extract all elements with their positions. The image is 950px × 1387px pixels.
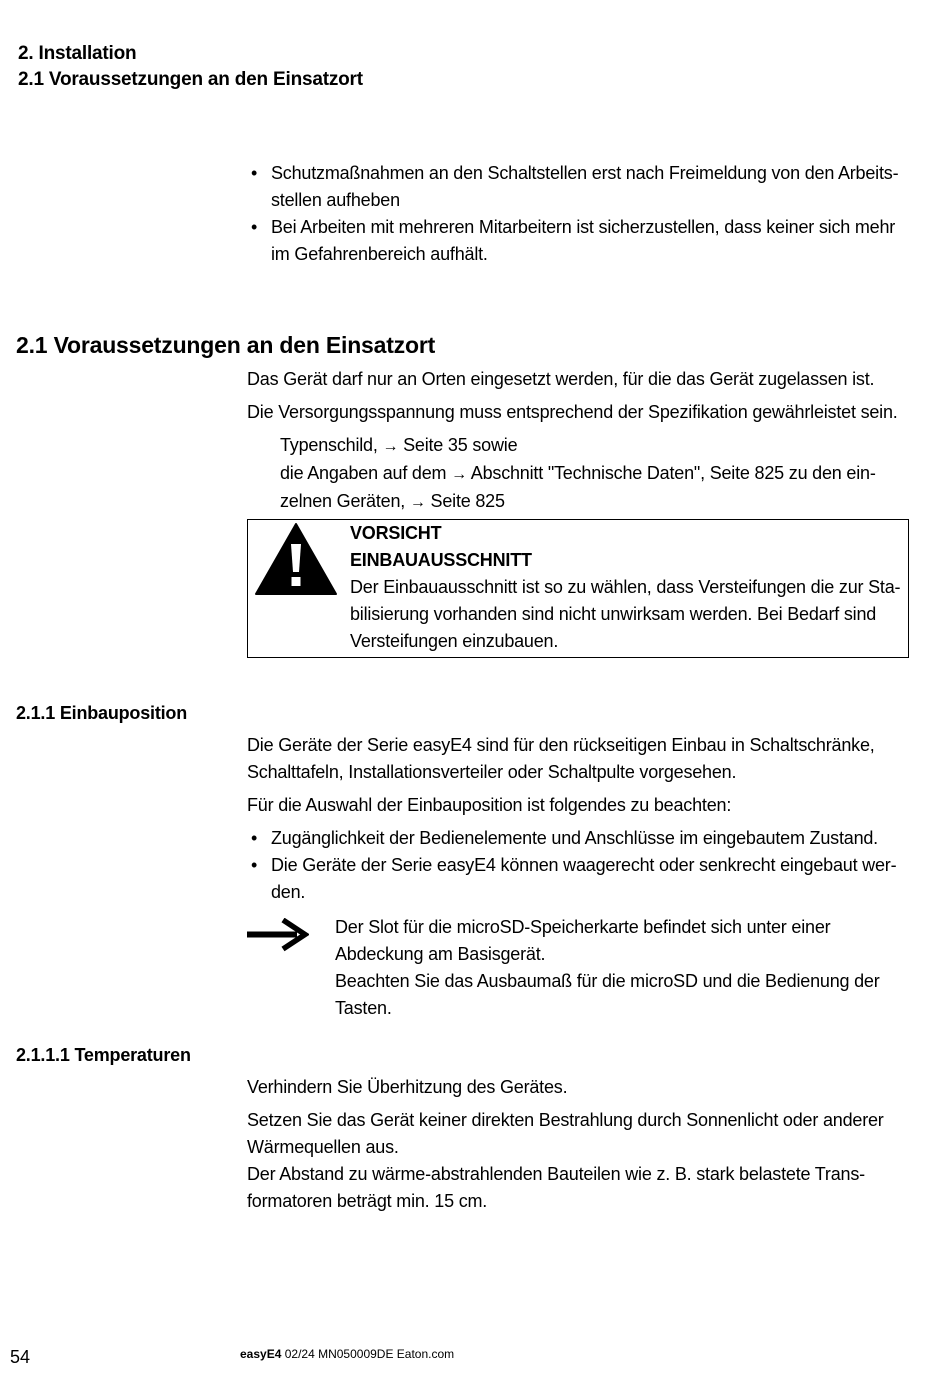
bullet-icon: • bbox=[251, 828, 258, 848]
arrow-right-icon: → bbox=[451, 466, 467, 483]
reference-line: die Angaben auf dem → Abschnitt "Technische Daten", Seite 825 zu den ein- bbox=[280, 463, 876, 483]
warning-text: Der Einbauausschnitt ist so zu wählen, dass Versteifungen die zur Sta- bilisierung vorhanden sind nicht unwirksam werden. Bei Bedarf sind Versteifungen einzubauen. bbox=[350, 577, 901, 651]
footer-info bbox=[240, 1347, 640, 1361]
note-text: Beachten Sie das Ausbaumaß für die microSD und die Bedienung der Tasten. bbox=[335, 971, 880, 1018]
footer-product: easyE4 bbox=[240, 1347, 282, 1361]
note-block bbox=[335, 914, 895, 1022]
reference-line: Typenschild, → Seite 35 sowie bbox=[280, 435, 518, 455]
warning-content bbox=[350, 520, 902, 655]
running-header bbox=[18, 41, 618, 93]
cross-reference-link[interactable]: Abschnitt "Technische Daten", Seite 825 bbox=[470, 463, 784, 483]
section-2-1-para1: Das Gerät darf nur an Orten eingesetzt werden, für die das Gerät zugelassen ist. bbox=[247, 369, 875, 389]
bullet-icon: • bbox=[251, 217, 258, 237]
warning-topic: EINBAUAUSSCHNITT bbox=[350, 550, 532, 570]
intro-bullet-list bbox=[247, 160, 912, 268]
section-title-2-1-1-1: 2.1.1.1 Temperaturen bbox=[16, 1045, 191, 1065]
section-title-2-1: 2.1 Voraussetzungen an den Einsatzort bbox=[16, 332, 436, 358]
bullet-icon: • bbox=[251, 163, 258, 183]
arrow-right-icon: → bbox=[382, 438, 399, 455]
einbau-bullet-list bbox=[247, 825, 912, 906]
list-item: • Bei Arbeiten mit mehreren Mitarbeitern ist sicherzustellen, dass keiner sich mehr im Gefahrenbereich aufhält. bbox=[247, 214, 912, 268]
section-2-1-1-para1: Die Geräte der Serie easyE4 sind für den rückseitigen Einbau in Schaltschränke, Schalttafeln, Installationsverteiler oder Schaltpulte vorgesehen. bbox=[247, 735, 875, 782]
footer-doc-info: 02/24 MN050009DE Eaton.com bbox=[284, 1347, 455, 1361]
cross-reference-link[interactable]: Seite 35 bbox=[403, 435, 468, 455]
warning-box bbox=[247, 519, 909, 658]
section-heading: 2.1 Voraussetzungen an den Einsatzort bbox=[18, 69, 363, 90]
warning-triangle-icon bbox=[254, 522, 338, 596]
list-item: • Zugänglichkeit der Bedienelemente und Anschlüsse im eingebautem Zustand. bbox=[247, 825, 912, 852]
note-text: Der Slot für die microSD-Speicherkarte befindet sich unter einer Abdeckung am Basisgerät. bbox=[335, 917, 831, 964]
section-2-1-1-para2: Für die Auswahl der Einbauposition ist folgendes zu beachten: bbox=[247, 795, 732, 815]
section-title-2-1-1: 2.1.1 Einbauposition bbox=[16, 703, 188, 723]
reference-block bbox=[280, 432, 920, 516]
warning-level: VORSICHT bbox=[350, 523, 442, 543]
list-item: • Die Geräte der Serie easyE4 können waagerecht oder senkrecht eingebaut wer- den. bbox=[247, 852, 912, 906]
temperature-para2: Setzen Sie das Gerät keiner direkten Bestrahlung durch Sonnenlicht oder anderer Wärmequellen aus. bbox=[247, 1110, 884, 1157]
temperature-para1: Verhindern Sie Überhitzung des Gerätes. bbox=[247, 1077, 568, 1097]
reference-line: zelnen Geräten, → Seite 825 bbox=[280, 491, 505, 511]
temperature-para3: Der Abstand zu wärme-abstrahlenden Bauteilen wie z. B. stark belastete Trans- formatoren beträgt min. 15 cm. bbox=[247, 1164, 865, 1211]
list-item: • Schutzmaßnahmen an den Schaltstellen erst nach Freimeldung von den Arbeits- stellen aufheben bbox=[247, 160, 912, 214]
section-2-1-para2: Die Versorgungsspannung muss entsprechend der Spezifikation gewährleistet sein. bbox=[247, 402, 898, 422]
bullet-icon: • bbox=[251, 855, 258, 875]
cross-reference-link[interactable]: Seite 825 bbox=[430, 491, 505, 511]
chapter-heading: 2. Installation bbox=[18, 43, 137, 64]
arrow-right-icon bbox=[247, 918, 309, 952]
page-number: 54 bbox=[10, 1347, 31, 1367]
arrow-right-icon: → bbox=[409, 494, 426, 511]
